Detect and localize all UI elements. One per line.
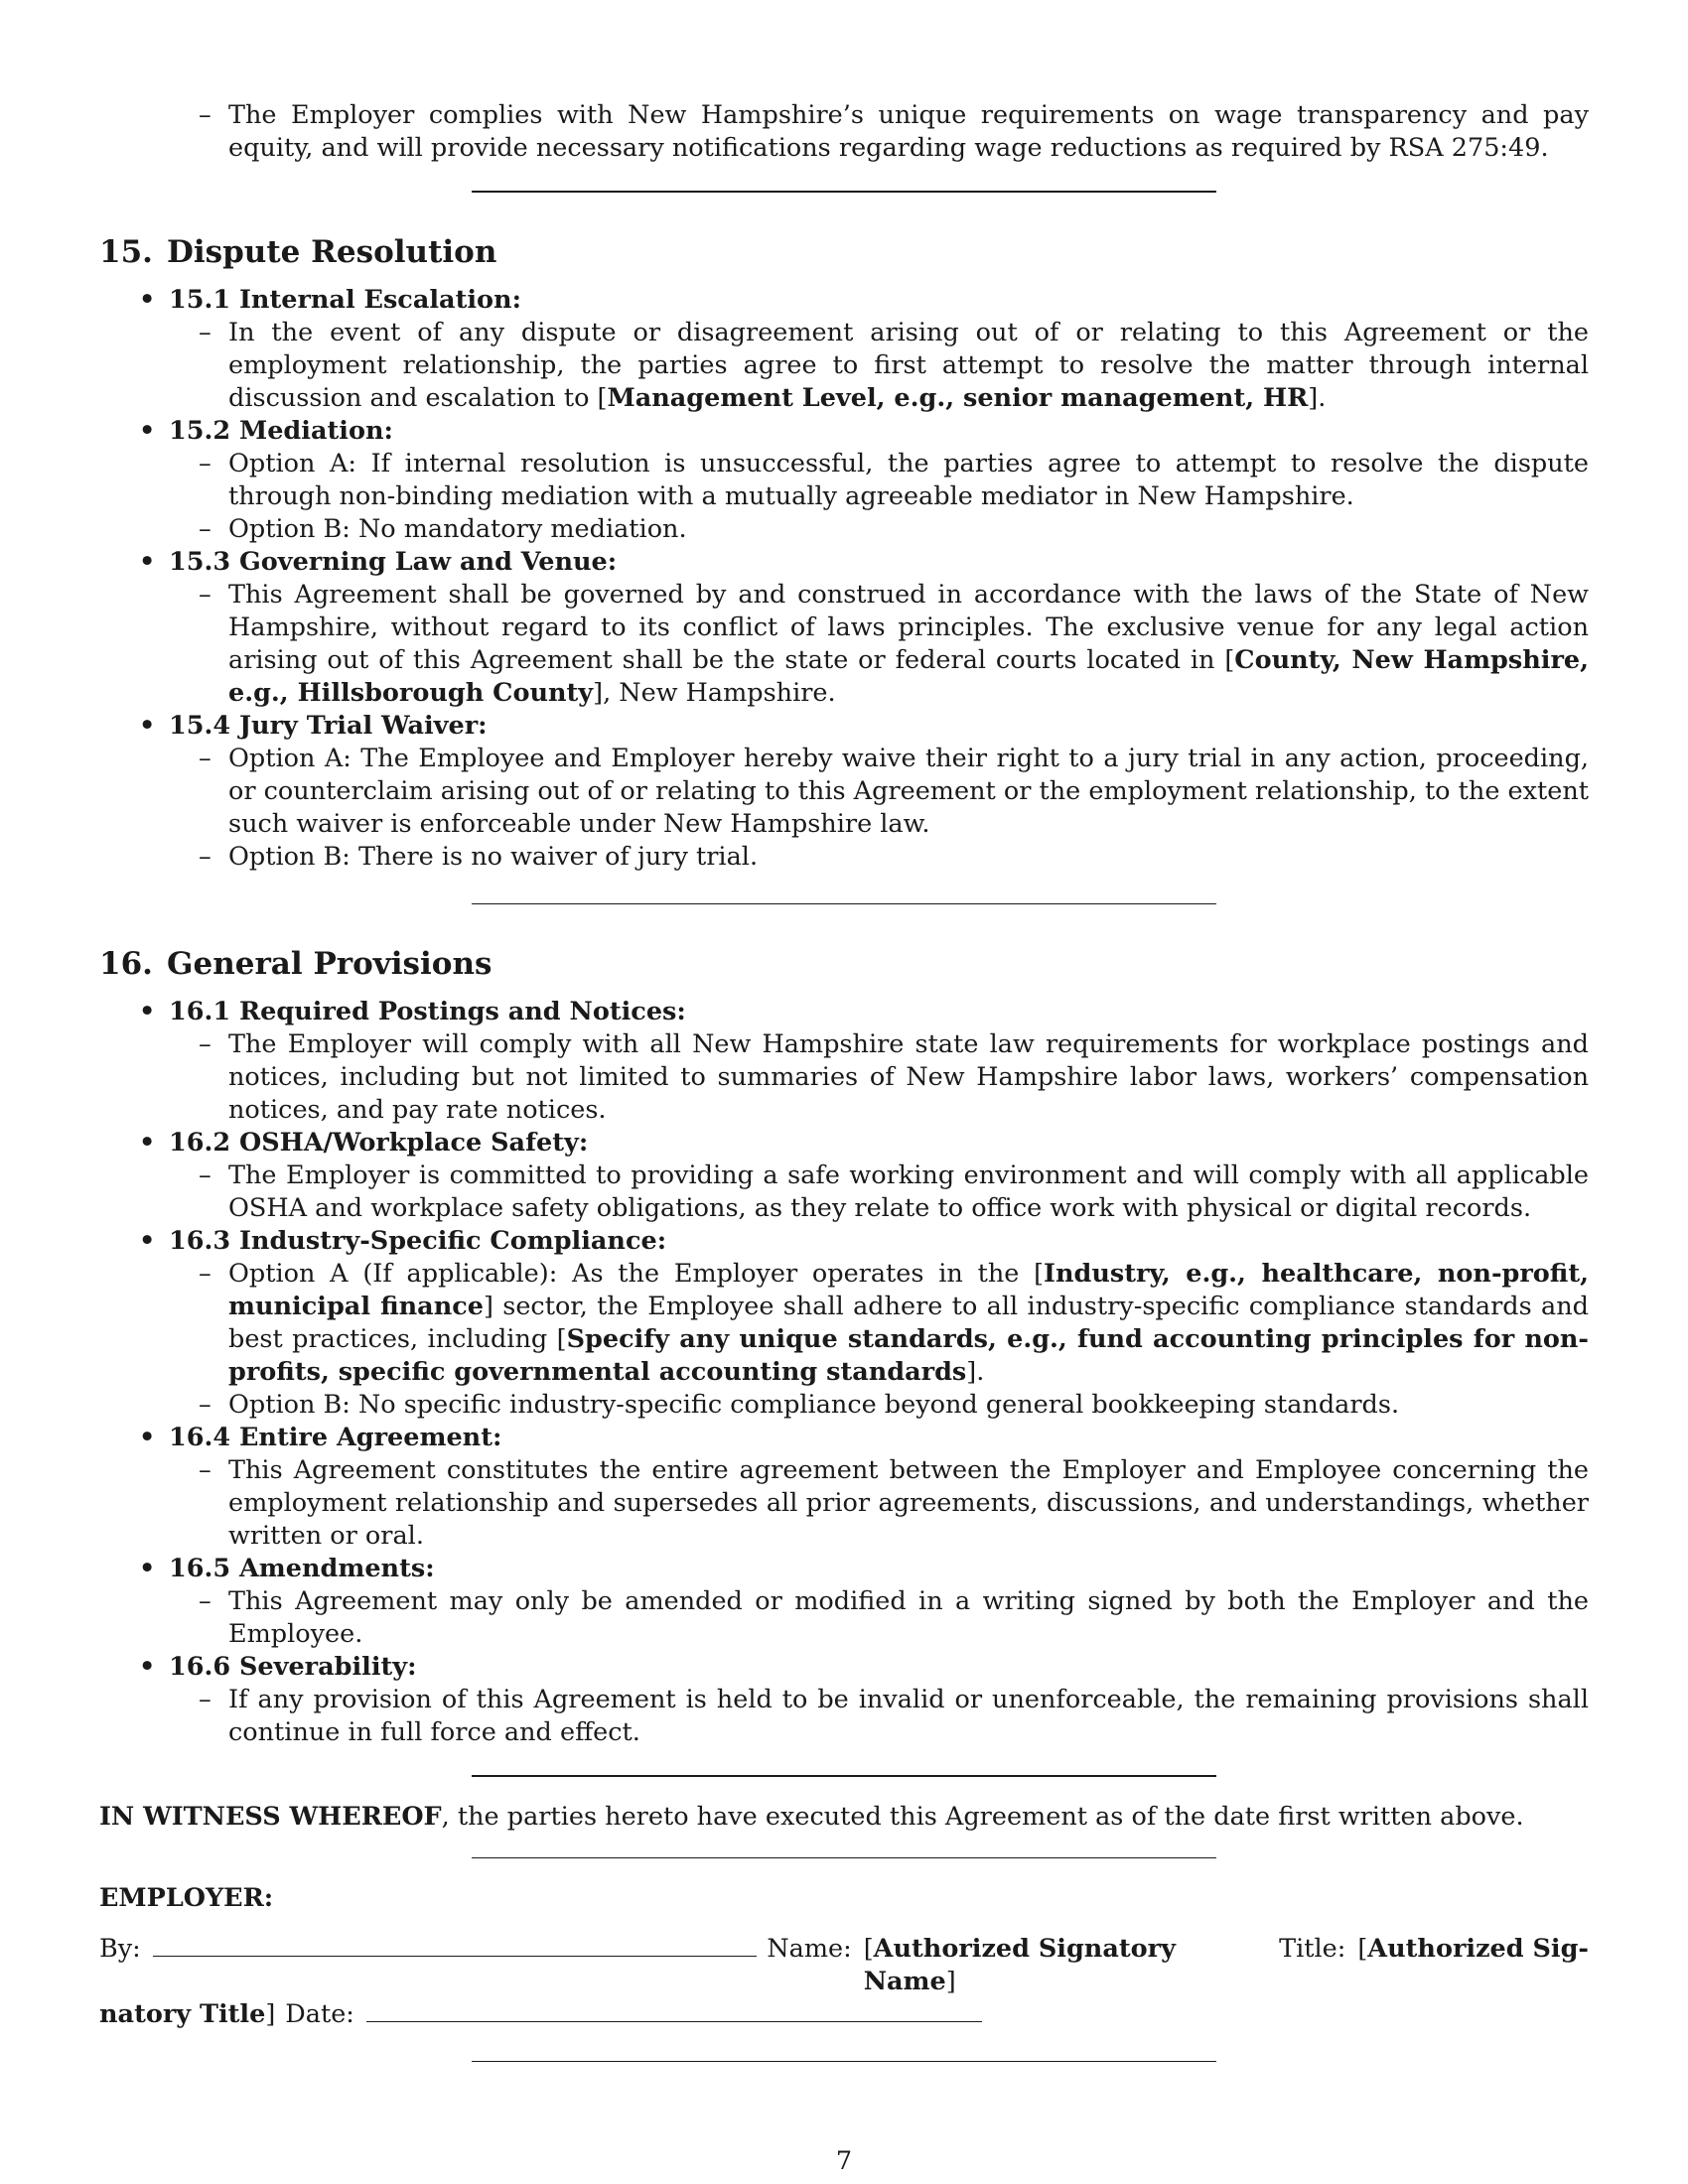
bullet-icon: •	[139, 416, 156, 446]
clause-16-5	[99, 1553, 1589, 1651]
clause-16-2	[99, 1127, 1589, 1225]
clause-text: – This Agreement shall be governed by and construed in accordance with the laws of the State of New Hampshire, without regard to its conflict of laws principles. The exclusive venue for any legal action arising out of this Agreement shall be the state or federal courts located in [County, New Hampshire, e.g., Hillsborough County], New Hampshire.	[228, 579, 1589, 710]
page-number: 7	[835, 2146, 853, 2176]
name-placeholder: Authorized Signatory Name	[863, 1934, 1176, 1996]
bullet-icon: •	[139, 1226, 156, 1256]
clause-15-3	[99, 546, 1589, 710]
clause-heading: 16.6 Severability:	[169, 1652, 417, 1682]
section-16-list	[99, 996, 1589, 1749]
bullet-icon: •	[139, 1423, 156, 1452]
horizontal-rule	[472, 2061, 1216, 2062]
clause-16-3	[99, 1225, 1589, 1422]
clause-heading: 15.3 Governing Law and Venue:	[169, 547, 618, 577]
section-15-list	[99, 284, 1589, 874]
title-label: Title:	[1279, 1934, 1346, 1964]
clause-heading: 16.4 Entire Agreement:	[169, 1423, 502, 1452]
date-label: Date:	[285, 1999, 354, 2029]
clause-text: – The Employer is committed to providing a safe working environment and will comply with all applicable OSHA and workplace safety obligations, as they relate to office work with physical or digital records.	[228, 1160, 1589, 1225]
placeholder-field: County, New Hampshire, e.g., Hillsborough County	[228, 645, 1589, 708]
bullet-icon: •	[139, 997, 156, 1026]
placeholder-field: Management Level, e.g., senior management, HR	[607, 383, 1309, 413]
clause-15-1	[99, 284, 1589, 415]
bullet-icon: •	[139, 547, 156, 577]
witness-clause: IN WITNESS WHEREOF, the parties hereto have executed this Agreement as of the date first written above.	[99, 1802, 1524, 1832]
clause-15-2	[99, 415, 1589, 546]
intro-list	[99, 99, 1589, 165]
bullet-icon: •	[139, 285, 156, 315]
clause-15-4	[99, 710, 1589, 874]
date-line[interactable]	[366, 1999, 982, 2022]
option-a: – Option A (If applicable): As the Employer operates in the [Industry, e.g., healthcare, non-profit, municipal finance] sector, the Employee shall adhere to all industry-specific compliance standards and best practices, including [Specify any unique standards, e.g., fund accounting principles for non-profits, specific governmental accounting standards].	[228, 1258, 1589, 1389]
option-b: – Option B: There is no waiver of jury trial.	[228, 841, 1589, 874]
clause-heading: 15.4 Jury Trial Waiver:	[169, 711, 488, 741]
option-a: – Option A: The Employee and Employer hereby waive their right to a jury trial in any action, proceeding, or counterclaim arising out of or relating to this Agreement or the employment relationship, to the extent such waiver is enforceable under New Hampshire law.	[228, 743, 1589, 841]
clause-heading: 16.3 Industry-Specific Compliance:	[169, 1226, 667, 1256]
clause-text: – In the event of any dispute or disagreement arising out of or relating to this Agreement or the employment relationship, the parties agree to first attempt to resolve the matter through internal discussion and escalation to [Management Level, e.g., senior management, HR].	[228, 317, 1589, 415]
clause-16-6	[99, 1651, 1589, 1749]
clause-heading: 16.2 OSHA/Workplace Safety:	[169, 1128, 589, 1158]
clause-heading: 15.1 Internal Escalation:	[169, 285, 521, 315]
signature-line[interactable]	[153, 1934, 758, 1957]
clause-text: – This Agreement constitutes the entire agreement between the Employer and Employee concerning the employment relationship and supersedes all prior agreements, discussions, and understandings, whether written or oral.	[228, 1454, 1589, 1553]
bullet-icon: •	[139, 1652, 156, 1682]
intro-item: – The Employer complies with New Hampshire’s unique requirements on wage transparency and pay equity, and will provide necessary notifications regarding wage reductions as required by RSA 275:49.	[228, 99, 1589, 165]
clause-16-4	[99, 1422, 1589, 1553]
clause-heading: 16.5 Amendments:	[169, 1554, 435, 1583]
clause-text: – The Employer will comply with all New Hampshire state law requirements for workplace postings and notices, including but not limited to summaries of New Hampshire labor laws, workers’ compensation notices, and pay rate notices.	[228, 1028, 1589, 1127]
name-label: Name:	[767, 1934, 852, 1964]
placeholder-field: Specify any unique standards, e.g., fund accounting principles for non-profits, specific governmental accounting standards	[228, 1324, 1590, 1387]
employer-label: EMPLOYER:	[99, 1883, 274, 1913]
section-15-title: 15. Dispute Resolution	[99, 234, 497, 270]
option-b: – Option B: No mandatory mediation.	[228, 513, 1589, 546]
title-placeholder-end: natory Title	[99, 1999, 266, 2029]
employer-signature-block: By: Name: [Authorized Signatory Name] Title: [Authorized Sig- natory Title] Date:	[99, 1934, 1589, 2029]
by-label: By:	[99, 1934, 141, 1964]
option-a: – Option A: If internal resolution is unsuccessful, the parties agree to attempt to resolve the dispute through non-binding mediation with a mutually agreeable mediator in New Hampshire.	[228, 448, 1589, 513]
clause-heading: 16.1 Required Postings and Notices:	[169, 997, 686, 1026]
document-page	[99, 99, 1589, 2062]
clause-text: – This Agreement may only be amended or modified in a writing signed by both the Employer and the Employee.	[228, 1585, 1589, 1651]
bullet-icon: •	[139, 711, 156, 741]
clause-16-1	[99, 996, 1589, 1127]
clause-heading: 15.2 Mediation:	[169, 416, 393, 446]
bullet-icon: •	[139, 1554, 156, 1583]
title-placeholder-start: Authorized Sig-	[1367, 1934, 1589, 1964]
placeholder-field: Industry, e.g., healthcare, non-profit, municipal finance	[228, 1259, 1589, 1321]
option-b: – Option B: No specific industry-specific compliance beyond general bookkeeping standards.	[228, 1389, 1589, 1422]
clause-text: – If any provision of this Agreement is held to be invalid or unenforceable, the remaining provisions shall continue in full force and effect.	[228, 1684, 1589, 1749]
section-16-title: 16. General Provisions	[99, 946, 492, 982]
bullet-icon: •	[139, 1128, 156, 1158]
